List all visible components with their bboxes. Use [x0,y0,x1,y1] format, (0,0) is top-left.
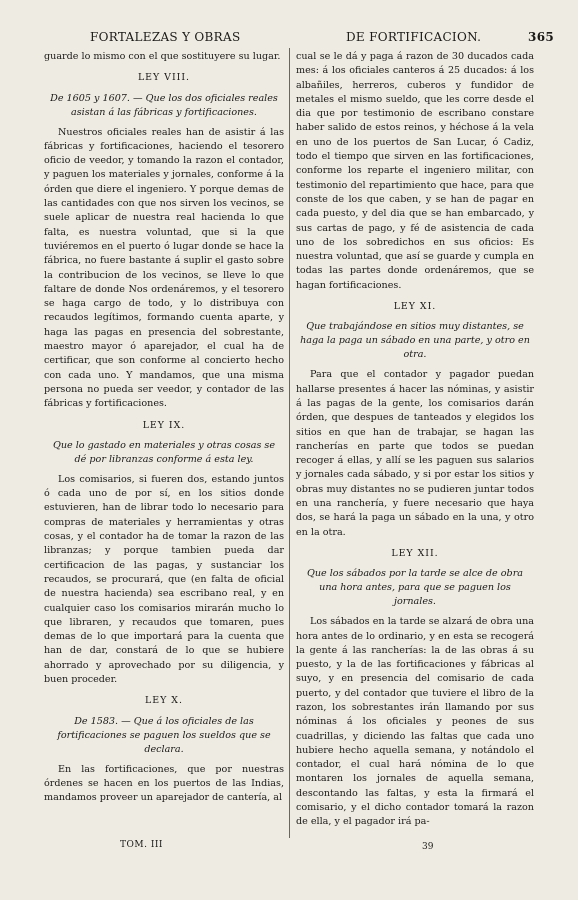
column-rule [289,48,290,838]
running-head [40,30,562,48]
right-column [296,50,534,830]
ley-viii-heading: LEY VIII. [137,72,191,84]
ley-x-heading: LEY X. [145,695,183,707]
ley-x-body: En las fortificaciones, que por nuestras órdenes se hacen en los puertos de las Indias, mandamos proveer un aparejador de cantería, al [44,763,284,804]
ley-xii-body: Los sábados en la tarde se alzará de obra una hora antes de lo ordinario, y en esta se recogerá la gente á las rancherías: la de las obras á su puesto, y la de las fortificaciones y fábricas al suyo, y en presencia del comisario de cada puerto, y del contador que tuviere el libro de la razon, los sobrestantes irán llamando por sus nóminas á los oficiales y peones de sus cuadrillas, y diciendo las faltas que cada uno hubiere hecho aquella semana, y notándolo el contador, el cual hará nómina de lo que montaren los jornales de aquella semana, descontando las faltas, y esta la firmará el comisario, y el dicho contador tomará la razon de ella, y el pagador irá pa- [296,616,534,828]
ley-xi-body: Para que el contador y pagador puedan hallarse presentes á hacer las nóminas, y asistir á las pagas de la gente, los comisarios darán órden, que despues de tanteados y elegidos los sitios en que han de trabajar, se hagan las rancherías en parte que todos se puedan recoger á ellas, y allí se les paguen sus salarios y jornales cada sábado, y si por estar los sitios y obras muy distantes no se pudieren juntar todos en una ranchería, y fuere necesario que haya dos, se hará la paga un sábado en la una, y otro en la otra. [296,369,534,538]
ley-xii-heading: LEY XII. [391,547,439,559]
volume-label: TOM. III [120,840,163,850]
ley-x-summary: De 1583. — Que á los oficiales de las fortificaciones se paguen los sueldos que se declara. [57,715,271,755]
ley-viii-body: Nuestros oficiales reales han de asistir á las fábricas y fortificaciones, haciendo el tesorero oficio de veedor, y tomando la razon el contador, y paguen los materiales y jornales, conforme á la órden que diere el ingeniero. Y porque demas de las cantidades con que nos sirven los vecinos, se suele aplicar de nuestra real hacienda lo que falta, es nuestra voluntad, que si la que tuviéremos en el puerto ó lugar donde se hace la fábrica, no fuere bastante á suplir el gasto sobre la contribucion de los vecinos, se lleve lo que faltare de donde Nos ordenáremos, y el tesorero se haga cargo de todo, y lo distribuya con recaudos legítimos, formando cuenta aparte, y haga las pagas en presencia del sobrestante, maestro mayor ó aparejador, el cual ha de certificar, que son conforme al concierto hecho con cada uno. Y mandamos, que una misma persona no pueda ser veedor, y contador de las fábricas y fortificaciones. [44,126,284,410]
running-head-left: FORTALEZAS Y OBRAS [90,30,241,44]
ley-xi-summary: Que trabajándose en sitios muy distantes, se haga la paga un sábado en una parte, y otro en otra. [300,321,530,361]
left-column [44,50,284,805]
page-number: 365 [528,30,554,44]
ley-ix-heading: LEY IX. [142,419,186,431]
opening-line: guarde lo mismo con el que sostituyere su lugar. [44,51,281,62]
ley-xii-summary: Que los sábados por la tarde se alce de obra una hora antes, para que se paguen los jornales. [306,568,524,608]
ley-viii-summary: De 1605 y 1607. — Que los dos oficiales reales asistan á las fábricas y fortificaciones. [50,92,278,118]
signature-mark: 39 [422,842,434,852]
ley-xi-heading: LEY XI. [393,301,437,313]
ley-ix-summary: Que lo gastado en materiales y otras cosas se dé por libranzas conforme á esta ley. [52,439,276,465]
running-head-right: DE FORTIFICACION. [346,30,482,44]
continued-paragraph: cual se le dá y paga á razon de 30 ducados cada mes: á los oficiales canteros á 25 ducados: á los albañiles, herreros, cuberos y fundidor de metales el mismo sueldo, que les corre desde el dia que por testimonio de escribano constare haber salido de estos reinos, y héchose á la vela en uno de los puertos de San Lucar, ó Cadiz, todo el tiempo que sirven en las fortificaciones, conforme los reparte el ingeniero militar, con testimonio del repartimiento que hace, para que conste de los que caben, y se han de pagar en cada puesto, y del dia que se han embarcado, y sus cartas de pago, y fé de asistencia de cada uno de los sobredichos en sus oficios: Es nuestra voluntad, que así se guarde y cumpla en todas las partes donde ordenáremos, que se hagan fortificaciones. [296,51,534,291]
ley-ix-body: Los comisarios, si fueren dos, estando juntos ó cada uno de por sí, en los sitios donde estuvieren, han de librar todo lo necesario para compras de materiales y herramientas y otras cosas, y el contador ha de tomar la razon de las libranzas; y porque tambien pueda dar certificacion de las pagas, y sustanciar los recaudos, se procurará, que (en falta de oficial de nuestra hacienda) sea escribano real, y en cualquier caso los comisarios mirarán mucho lo que libraren, y recaudos que tomaren, pues demas de lo que importará para la cuenta que han de dar, constará de lo que se hubiere ahorrado y aprovechado por su diligencia, y buen proceder. [44,473,284,685]
